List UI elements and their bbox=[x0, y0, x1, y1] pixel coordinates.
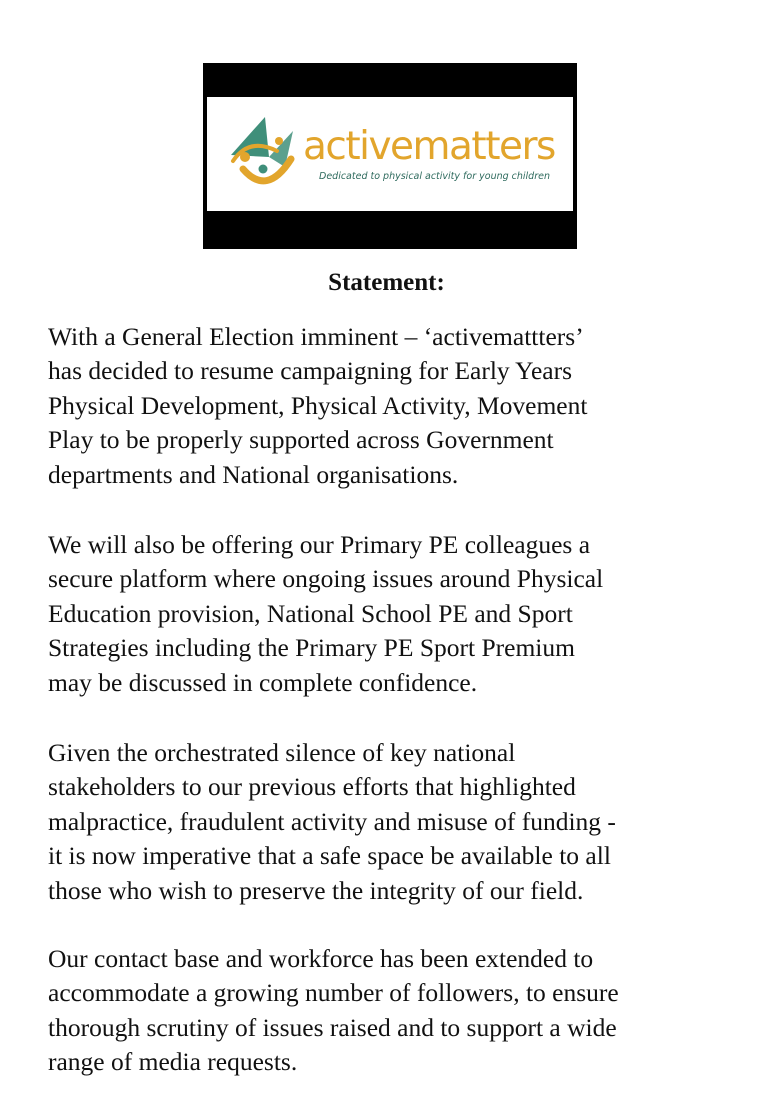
paragraph-line: Strategies including the Primary PE Sport Premium bbox=[48, 633, 575, 663]
paragraph-line: secure platform where ongoing issues around Physical bbox=[48, 564, 604, 594]
paragraph-line: range of media requests. bbox=[48, 1047, 298, 1077]
logo-tagline: Dedicated to physical activity for young children bbox=[319, 171, 550, 182]
paragraph-line: departments and National organisations. bbox=[48, 459, 459, 489]
activematters-logo-icon bbox=[223, 111, 305, 197]
paragraph-line: Given the orchestrated silence of key national bbox=[48, 738, 516, 767]
paragraph-line: With a General Election imminent – ‘activemattters’ bbox=[48, 322, 584, 351]
paragraph-line: those who wish to preserve the integrity of our field. bbox=[48, 875, 584, 905]
statement-heading: Statement: bbox=[328, 269, 445, 296]
paragraph-line: Education provision, National School PE and Sport bbox=[48, 598, 573, 628]
paragraph-primary-pe bbox=[48, 528, 748, 700]
logo-panel bbox=[207, 97, 573, 211]
paragraph-contact-base bbox=[48, 942, 748, 1080]
paragraph-line: We will also be offering our Primary PE colleagues a bbox=[48, 530, 591, 559]
paragraph-line: Our contact base and workforce has been extended to bbox=[48, 944, 594, 973]
logo-frame bbox=[203, 63, 577, 249]
paragraph-election bbox=[48, 320, 748, 492]
paragraph-line: has decided to resume campaigning for Early Years bbox=[48, 356, 573, 386]
paragraph-line: stakeholders to our previous efforts that highlighted bbox=[48, 772, 576, 802]
paragraph-line: it is now imperative that a safe space be available to all bbox=[48, 841, 611, 871]
paragraph-line: may be discussed in complete confidence. bbox=[48, 667, 478, 697]
paragraph-line: malpractice, fraudulent activity and misuse of funding - bbox=[48, 806, 616, 836]
paragraph-line: Play to be properly supported across Government bbox=[48, 425, 554, 455]
paragraph-silence bbox=[48, 736, 748, 908]
paragraph-line: Physical Development, Physical Activity, Movement bbox=[48, 390, 588, 420]
paragraph-line: thorough scrutiny of issues raised and to support a wide bbox=[48, 1012, 617, 1042]
logo-brand-text: activematters bbox=[303, 124, 555, 169]
paragraph-line: accommodate a growing number of followers, to ensure bbox=[48, 978, 619, 1008]
